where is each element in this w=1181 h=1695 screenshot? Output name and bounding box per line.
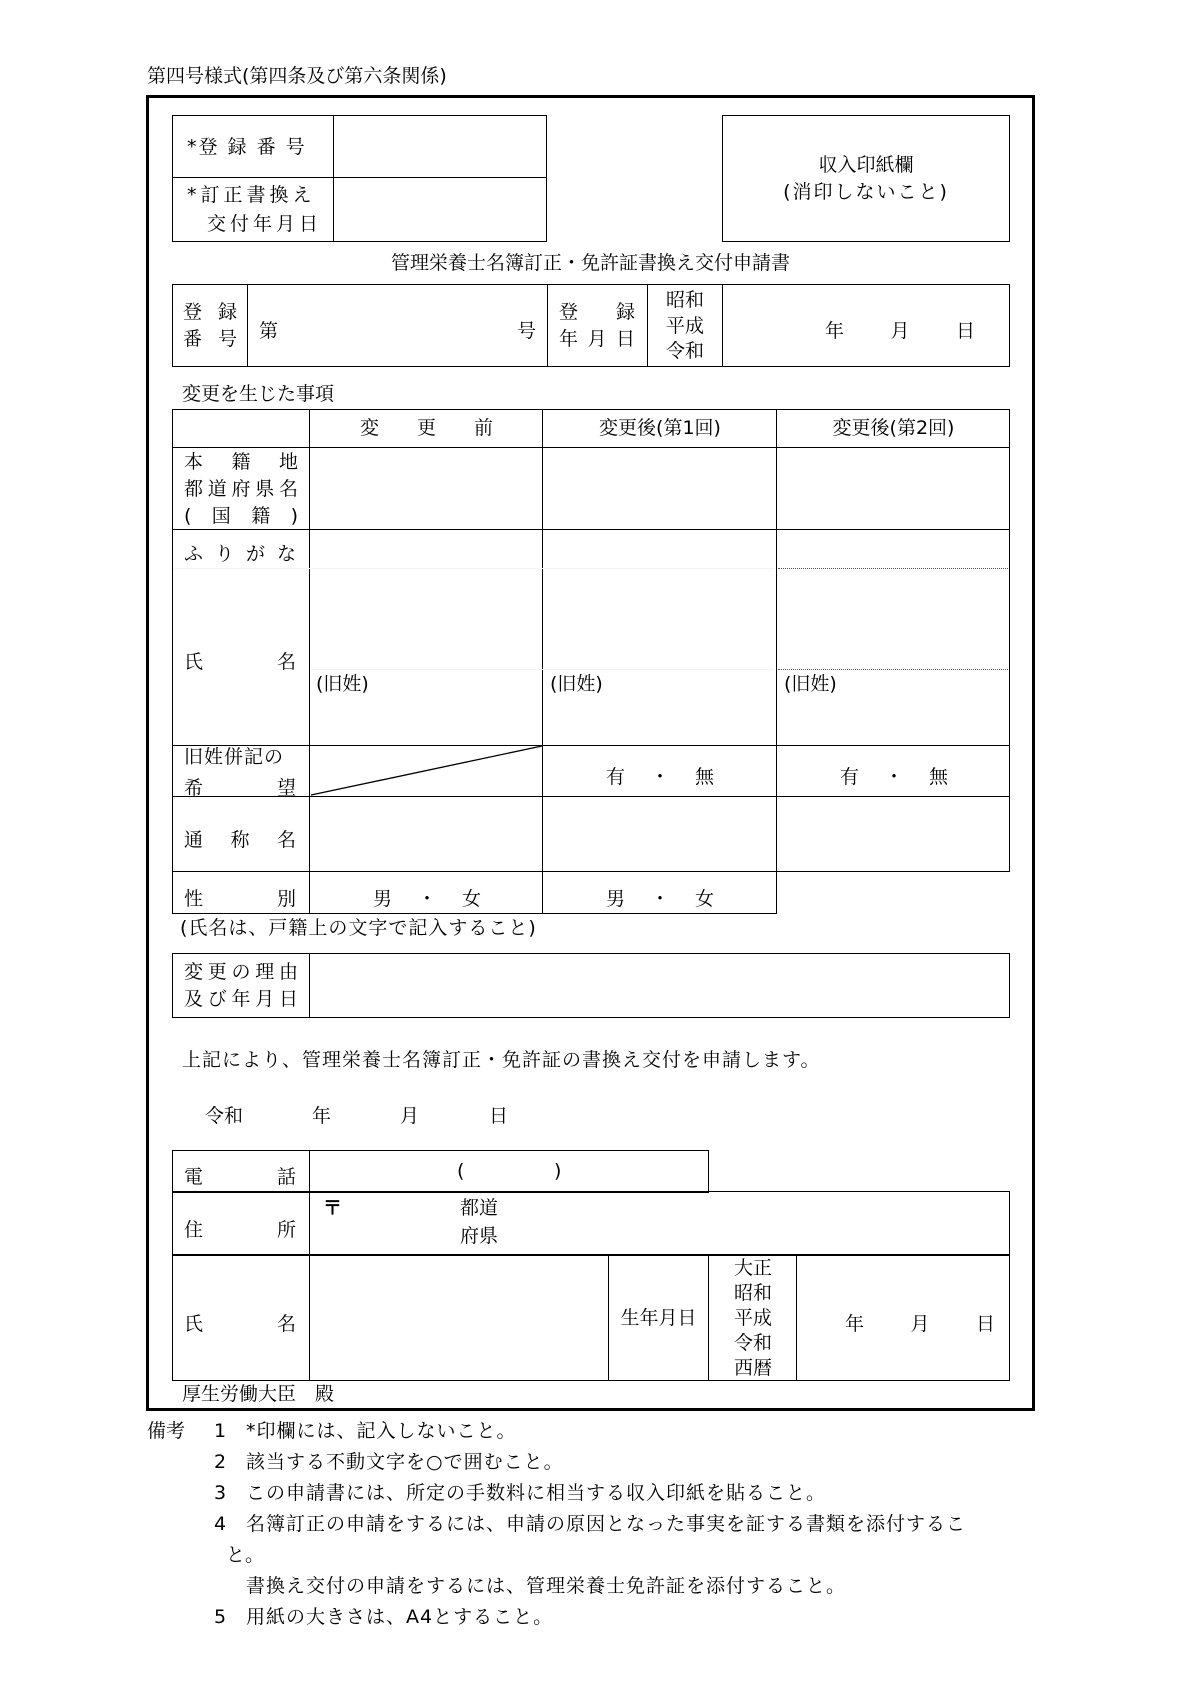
declaration-text: 上記により、管理栄養士名簿訂正・免許証の書換え交付を申請します。 bbox=[182, 1049, 821, 1071]
form-title: 管理栄養士名簿訂正・免許証書換え交付申請書 bbox=[390, 252, 790, 274]
diagonal-strike bbox=[309, 745, 543, 797]
name-before-field[interactable] bbox=[311, 531, 541, 744]
registration-number-label: *登 録 番 号 bbox=[187, 136, 307, 158]
remark-4-cont: と。 bbox=[226, 1544, 265, 1566]
remark-2: 該当する不動文字を○で囲むこと。 bbox=[246, 1451, 564, 1473]
applicant-name-label: 氏 名 bbox=[184, 1313, 296, 1335]
application-day-unit: 日 bbox=[489, 1105, 509, 1127]
old-surname-request-after1[interactable]: 有 ・ 無 bbox=[606, 766, 714, 788]
address-field[interactable]: 〒 都道 府県 bbox=[323, 1197, 499, 1247]
registration-number-row-label: 登 録 番 号 bbox=[183, 300, 237, 350]
remark-4: 名簿訂正の申請をするには、申請の原因となった事実を証する書類を添付するこ bbox=[246, 1513, 967, 1535]
remark-1: *印欄には、記入しないこと。 bbox=[246, 1420, 517, 1442]
domicile-label: 本 籍 地 都 道 府 県 名 ( 国 籍 ) bbox=[184, 450, 298, 527]
alias-after1-field[interactable] bbox=[544, 798, 775, 870]
registration-number-field[interactable] bbox=[335, 117, 545, 176]
old-surname-request-after2[interactable]: 有 ・ 無 bbox=[840, 766, 948, 788]
revenue-stamp-box bbox=[722, 115, 1010, 242]
reason-field[interactable] bbox=[311, 955, 1008, 1016]
birth-era-options[interactable]: 大正 昭和 平成 令和 西暦 bbox=[733, 1257, 772, 1379]
remark-4-extra: 書換え交付の申請をするには、管理栄養士免許証を添付すること。 bbox=[246, 1575, 847, 1597]
reason-label: 変 更 の 理 由 及 び 年 月 日 bbox=[184, 960, 298, 1010]
name-label: 氏 名 bbox=[184, 651, 296, 673]
remarks-heading: 備考 bbox=[147, 1420, 186, 1442]
registration-date-input[interactable]: 年 月 日 bbox=[825, 320, 975, 342]
furigana-label: ふ り が な bbox=[184, 543, 296, 565]
phone-label: 電 話 bbox=[184, 1166, 296, 1188]
old-surname-after2: (旧姓) bbox=[784, 673, 837, 695]
birthdate-label: 生年月日 bbox=[620, 1307, 697, 1329]
name-note: (氏名は、戸籍上の文字で記入すること) bbox=[180, 917, 537, 939]
remark-3: この申請書には、所定の手数料に相当する収入印紙を貼ること。 bbox=[246, 1482, 827, 1504]
sex-label: 性 別 bbox=[184, 888, 296, 910]
old-surname-before: (旧姓) bbox=[316, 673, 369, 695]
address-label: 住 所 bbox=[184, 1219, 296, 1241]
registration-era-options[interactable]: 昭和 平成 令和 bbox=[665, 289, 704, 362]
col-header-before: 変 更 前 bbox=[359, 417, 493, 439]
correction-date-label-1: *訂正書換え bbox=[187, 184, 316, 206]
alias-label: 通 称 名 bbox=[184, 829, 296, 851]
registration-date-label: 登 録 年 月 日 bbox=[559, 300, 635, 350]
revenue-stamp-label: 収入印紙欄 bbox=[818, 154, 914, 176]
remark-5: 用紙の大きさは、A4とすること。 bbox=[246, 1606, 554, 1628]
alias-after2-field[interactable] bbox=[778, 798, 1009, 870]
name-after1-field[interactable] bbox=[544, 531, 775, 744]
form-caption: 第四号様式(第四条及び第六条関係) bbox=[147, 65, 447, 87]
application-era: 令和 bbox=[205, 1105, 244, 1127]
phone-field[interactable]: ( ) bbox=[457, 1160, 562, 1182]
domicile-before-field[interactable] bbox=[311, 449, 541, 528]
application-year-unit: 年 bbox=[312, 1105, 332, 1127]
name-after2-field[interactable] bbox=[778, 531, 1009, 744]
correction-date-field[interactable] bbox=[335, 179, 545, 240]
sex-after1-choice[interactable]: 男 ・ 女 bbox=[606, 888, 714, 910]
domicile-after1-field[interactable] bbox=[544, 449, 775, 528]
old-surname-after1: (旧姓) bbox=[550, 673, 603, 695]
sex-before-choice[interactable]: 男 ・ 女 bbox=[373, 888, 481, 910]
col-header-after-2: 変更後(第2回) bbox=[832, 417, 955, 439]
old-surname-request-label-1: 旧姓併記の bbox=[184, 746, 285, 768]
col-header-after-1: 変更後(第1回) bbox=[599, 417, 721, 439]
addressee: 厚生労働大臣 殿 bbox=[182, 1383, 335, 1405]
alias-before-field[interactable] bbox=[311, 798, 541, 870]
old-surname-request-label-2: 希 望 bbox=[184, 777, 296, 799]
application-month-unit: 月 bbox=[400, 1105, 420, 1127]
domicile-after2-field[interactable] bbox=[778, 449, 1009, 528]
birthdate-input[interactable]: 年 月 日 bbox=[845, 1313, 995, 1335]
correction-date-label-2: 交付年月日 bbox=[207, 213, 323, 235]
revenue-stamp-note: (消印しないこと) bbox=[783, 181, 949, 203]
postal-mark-icon: 〒 bbox=[323, 1197, 343, 1219]
applicant-name-field[interactable] bbox=[311, 1256, 607, 1379]
registration-number-input[interactable]: 第 号 bbox=[259, 320, 536, 342]
changes-heading: 変更を生じた事項 bbox=[182, 383, 335, 405]
